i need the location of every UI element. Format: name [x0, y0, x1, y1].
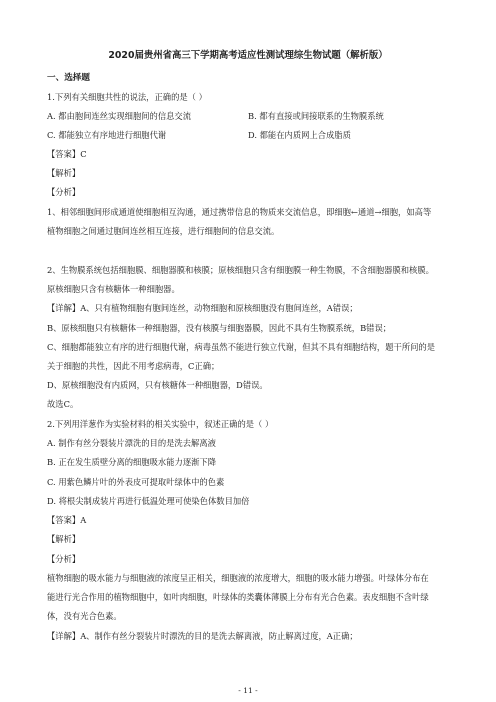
q1-answer: 【答案】C: [47, 149, 87, 159]
q2-option-a: A. 制作有丝分裂装片漂洗的目的是洗去解离液: [47, 438, 216, 448]
q2-stem: 2.下列用洋葱作为实验材料的相关实验中，叙述正确的是（ ）: [47, 419, 274, 429]
document-title: 2020届贵州省高三下学期高考适应性测试理综生物试题（解析版）: [108, 50, 388, 61]
q1-option-b: B. 都有直接或间接联系的生物膜系统: [248, 111, 384, 121]
q1-jiexi-label: 【解析】: [47, 168, 81, 178]
q1-analysis-line: 2、生物膜系统包括细胞膜、细胞器膜和核膜；原核细胞只含有细胞膜一种生物膜，不含细胞器膜和核膜。: [47, 265, 434, 275]
page-number: - 11 -: [238, 686, 258, 695]
q2-analysis-line: 体，没有光合色素。: [47, 611, 122, 621]
q1-analysis-line: 植物细胞之间通过胞间连丝相互连接，进行细胞间的信息交流。: [47, 226, 280, 236]
q1-conclusion: 故选C。: [47, 399, 79, 409]
q2-option-b: B. 正在发生质壁分离的细胞吸水能力逐渐下降: [47, 457, 217, 467]
q1-detail-line: 【详解】A、只有植物细胞有胞间连丝，动物细胞和原核细胞没有胞间连丝，A错误；: [47, 303, 358, 313]
q1-detail-line: D、原核细胞没有内质网，只有核糖体一种细胞器，D错误。: [47, 380, 268, 390]
q1-detail-line: C、细胞都能独立有序的进行细胞代谢，病毒虽然不能进行独立代谢，但其不具有细胞结构，题干所问的是: [47, 342, 436, 352]
q2-option-d: D. 将根尖制成装片再进行低温处理可使染色体数目加倍: [47, 496, 250, 506]
q1-fenxi-label: 【分析】: [47, 187, 81, 197]
q1-option-a: A. 都由胞间连丝实现细胞间的信息交流: [47, 111, 192, 121]
q1-detail-line: 关于细胞的共性，因此不用考虑病毒，C正确；: [47, 361, 220, 371]
q2-answer: 【答案】A: [47, 515, 87, 525]
q1-option-d: D. 都能在内质网上合成脂质: [248, 130, 351, 140]
q2-detail-line: 【详解】A、制作有丝分裂装片时漂洗的目的是洗去解离液，防止解离过度，A正确；: [47, 631, 358, 641]
q2-analysis-line: 植物细胞的吸水能力与细胞液的浓度呈正相关，细胞液的浓度增大，细胞的吸水能力增强。叶绿体分布在: [47, 573, 429, 583]
q2-jiexi-label: 【解析】: [47, 534, 81, 544]
q1-option-c: C. 都能独立有序地进行细胞代谢: [47, 130, 167, 140]
q1-detail-line: B、原核细胞只有核糖体一种细胞器，没有核膜与细胞器膜，因此不具有生物膜系统，B错误；: [47, 323, 392, 333]
q2-fenxi-label: 【分析】: [47, 554, 81, 564]
q2-analysis-line: 能进行光合作用的植物细胞中，如叶肉细胞，叶绿体的类囊体薄膜上分布有光合色素。表皮细胞不含叶绿: [47, 592, 429, 602]
q1-analysis-line: 1、相邻细胞间形成通道使细胞相互沟通，通过携带信息的物质来交流信息，即细胞←通道→细胞，如高等: [47, 207, 432, 217]
q1-stem: 1.下列有关细胞共性的说法，正确的是（ ）: [47, 92, 207, 102]
section-heading: 一、选择题: [47, 73, 90, 83]
q1-analysis-line: 原核细胞只含有核糖体一种细胞器。: [47, 284, 180, 294]
q2-option-c: C. 用紫色鳞片叶的外表皮可提取叶绿体中的色素: [47, 477, 225, 487]
